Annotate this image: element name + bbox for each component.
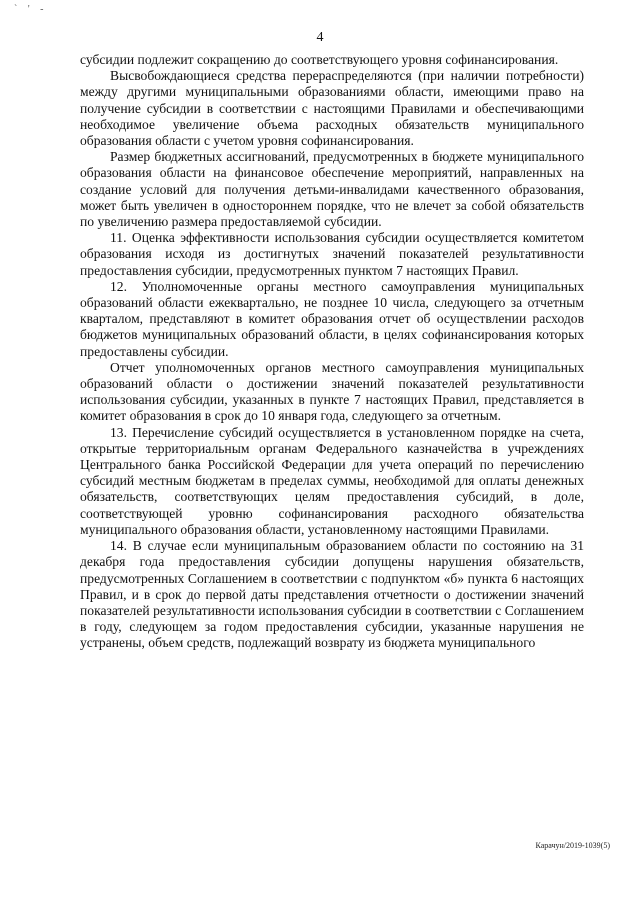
scan-marks: ` ' - — [14, 4, 48, 15]
page-number: 4 — [316, 30, 324, 45]
footer-document-code: Карачун/2019-1039(5) — [535, 841, 610, 850]
paragraph-continuation: субсидии подлежит сокращению до соответствующего уровня софинансирования. — [80, 52, 559, 67]
document-body — [80, 52, 584, 652]
paragraph-budget-allocations: Размер бюджетных ассигнований, предусмотренных в бюджете муниципального образования области на финансовое обеспечение мероприятий, направленных на создание условий для получения детьми-инвалидами качественного образования, может быть увеличен в одностороннем порядке, что не влечет за собой обязательств по увеличению размера предоставляемой субсидии. — [80, 149, 584, 230]
paragraph-report: Отчет уполномоченных органов местного самоуправления муниципальных образований области о достижении значений показателей результативности использования субсидии, указанных в пункте 7 настоящих Правил, представляется в комитет образования в срок до 10 января года, следующего за отчетным. — [80, 359, 584, 424]
paragraph-freed-funds: Высвобождающиеся средства перераспределяются (при наличии потребности) между другими муниципальными образованиями области, имеющими право на получение субсидии в соответствии с настоящими Правилами и обеспечивающими необходимое увеличение объема расходных обязательств муниципального образования области с учетом уровня софинансирования. — [80, 68, 584, 149]
paragraph-item-12: 12. Уполномоченные органы местного самоуправления муниципальных образований области ежеквартально, не позднее 10 числа, следующего за отчетным кварталом, представляют в комитет образования отчет об осуществлении расходов бюджетов муниципальных образований области, в целях софинансирования которых предоставлены субсидии. — [80, 278, 584, 359]
paragraph-item-11: 11. Оценка эффективности использования субсидии осуществляется комитетом образования исходя из достигнутых значений показателей результативности предоставления субсидии, предусмотренных пунктом 7 настоящих Правил. — [80, 230, 584, 278]
paragraph-item-13: 13. Перечисление субсидий осуществляется в установленном порядке на счета, открытые территориальным органам Федерального казначейства в учреждениях Центрального банка Российской Федерации для учета операций по перечислению субсидий местным бюджетам в пределах суммы, необходимой для оплаты денежных обязательств, соответствующих целям предоставления субсидий, в доле, соответствующей уровню софинансирования расходного обязательства муниципального образования области, установленному настоящими Правилами. — [80, 424, 584, 537]
paragraph-item-14: 14. В случае если муниципальным образованием области по состоянию на 31 декабря года предоставления субсидии допущены нарушения обязательств, предусмотренных Соглашением в соответствии с подпунктом «б» пункта 6 настоящих Правил, и в срок до первой даты представления отчетности о достижении значений показателей результативности использования субсидии в соответствии с Соглашением в году, следующем за годом предоставления субсидии, указанные нарушения не устранены, объем средств, подлежащий возврату из бюджета муниципального — [80, 538, 584, 651]
